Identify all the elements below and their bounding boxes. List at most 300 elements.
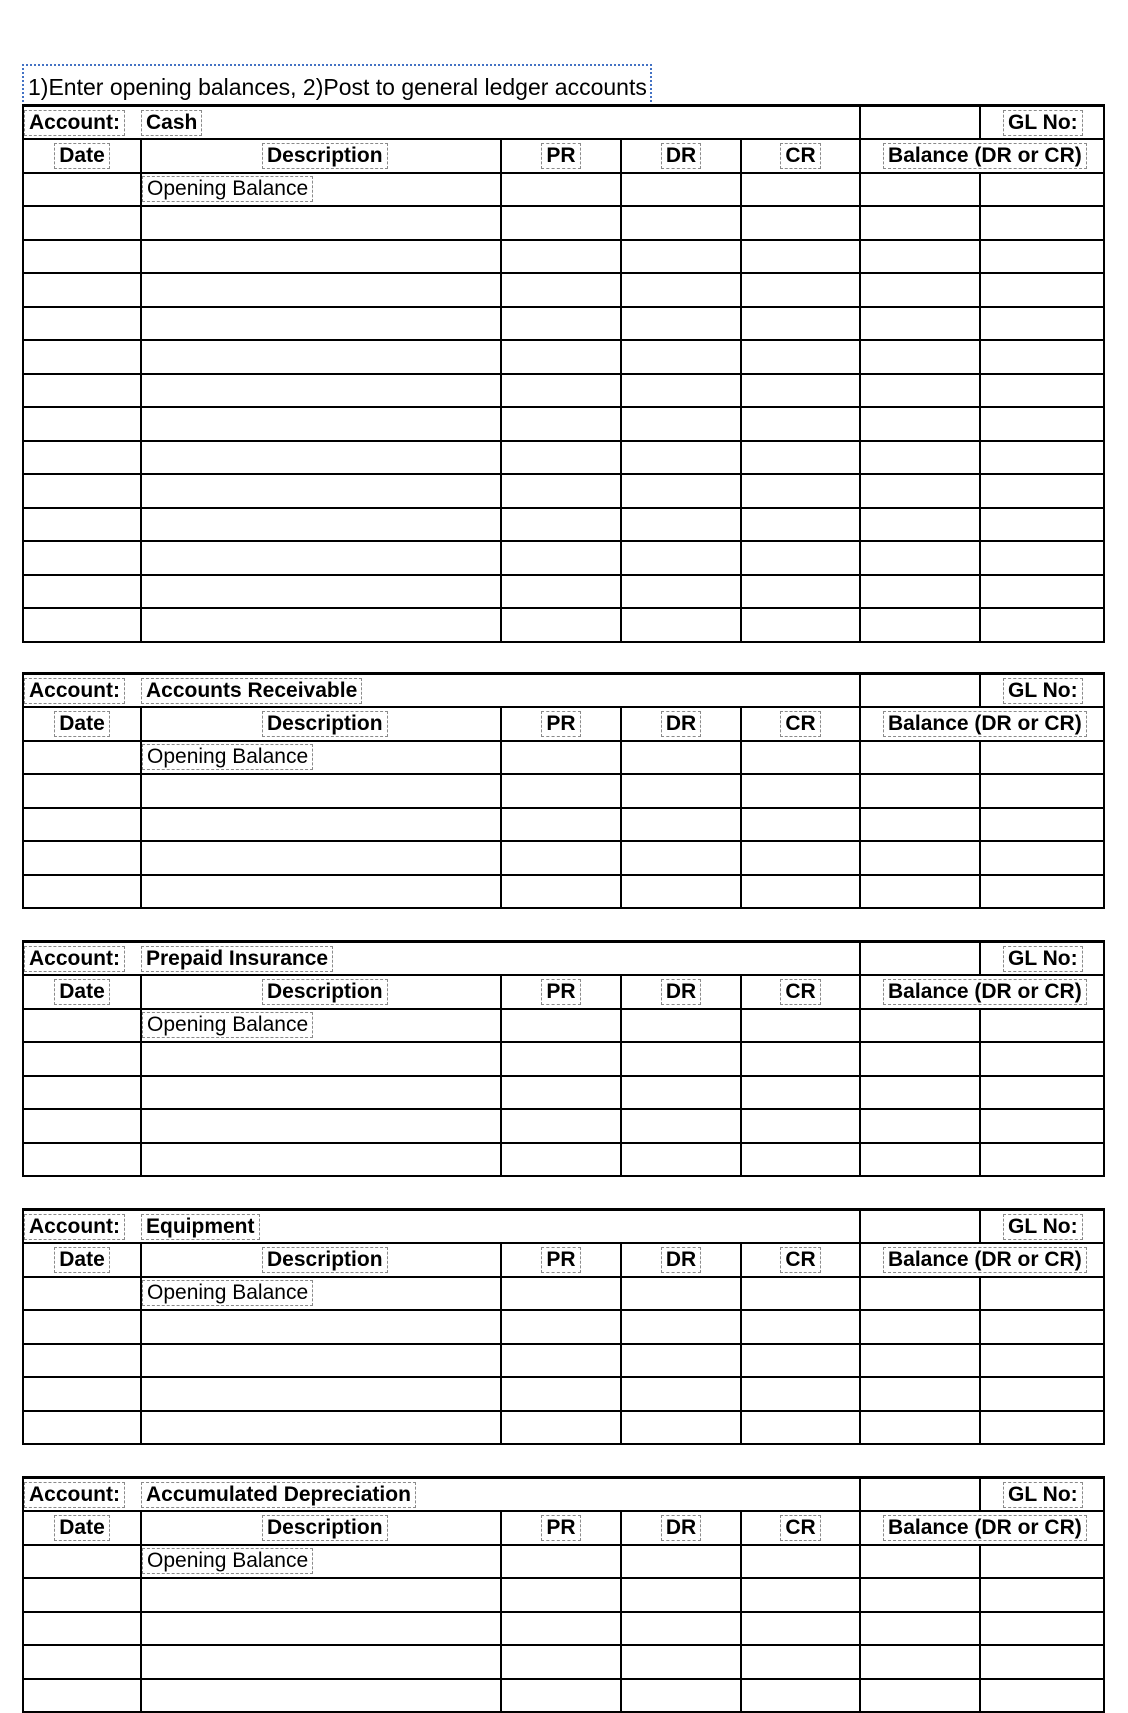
ledger-row: [23, 374, 1104, 408]
date-cell[interactable]: [23, 441, 141, 475]
date-cell[interactable]: [23, 541, 141, 575]
pr-cell[interactable]: [501, 173, 621, 207]
dr-cell[interactable]: [621, 1277, 741, 1311]
ledger-row: [23, 441, 1104, 475]
balance-cr-cell[interactable]: [980, 841, 1104, 875]
balance-dr-cell[interactable]: [860, 508, 980, 542]
balance-header-label: Balance (DR or CR): [883, 143, 1087, 169]
dr-cell[interactable]: [621, 508, 741, 542]
ledger-row: [23, 1578, 1104, 1612]
cr-cell[interactable]: [741, 1679, 860, 1713]
balance-cr-cell[interactable]: [980, 407, 1104, 441]
description-cell[interactable]: [141, 875, 501, 909]
dr-cell[interactable]: [621, 608, 741, 642]
balance-cr-cell[interactable]: [980, 1277, 1104, 1311]
dr-cell[interactable]: [621, 741, 741, 775]
dr-cell[interactable]: [621, 307, 741, 341]
ledger-row: [23, 1645, 1104, 1679]
description-cell[interactable]: [141, 340, 501, 374]
balance-dr-cell[interactable]: [860, 407, 980, 441]
date-cell[interactable]: [23, 1545, 141, 1579]
dr-cell[interactable]: [621, 441, 741, 475]
ledger-row: [23, 1076, 1104, 1110]
description-cell[interactable]: [141, 1578, 501, 1612]
description-cell[interactable]: [141, 1009, 501, 1043]
balance-cr-cell[interactable]: [980, 875, 1104, 909]
description-cell[interactable]: [141, 1645, 501, 1679]
cr-cell[interactable]: [741, 374, 860, 408]
balance-cr-cell[interactable]: [980, 1009, 1104, 1043]
account-label: Account:: [24, 946, 125, 972]
ledger-row: [23, 173, 1104, 207]
cr-cell[interactable]: [741, 1109, 860, 1143]
dr-cell[interactable]: [621, 841, 741, 875]
balance-dr-cell[interactable]: [860, 474, 980, 508]
balance-cr-cell[interactable]: [980, 1042, 1104, 1076]
dr-cell[interactable]: [621, 374, 741, 408]
cr-header: [741, 139, 860, 173]
balance-dr-cell[interactable]: [860, 1042, 980, 1076]
dr-cell[interactable]: [621, 1344, 741, 1378]
account-label: Account:: [24, 1482, 125, 1508]
description-cell[interactable]: [141, 273, 501, 307]
dr-cell[interactable]: [621, 1377, 741, 1411]
description-cell[interactable]: [141, 1143, 501, 1177]
dr-cell[interactable]: [621, 407, 741, 441]
description-cell[interactable]: [141, 508, 501, 542]
date-cell[interactable]: [23, 741, 141, 775]
pr-cell[interactable]: [501, 508, 621, 542]
date-cell[interactable]: [23, 1645, 141, 1679]
pr-cell[interactable]: [501, 841, 621, 875]
pr-cell[interactable]: [501, 240, 621, 274]
pr-cell[interactable]: [501, 206, 621, 240]
pr-cell[interactable]: [501, 1310, 621, 1344]
ledger-row: [23, 808, 1104, 842]
description-cell[interactable]: [141, 808, 501, 842]
cr-header-label: CR: [780, 979, 820, 1005]
date-cell[interactable]: [23, 1344, 141, 1378]
date-cell[interactable]: [23, 841, 141, 875]
balance-dr-cell[interactable]: [860, 1109, 980, 1143]
account-name-cell: [141, 942, 860, 976]
date-cell[interactable]: [23, 240, 141, 274]
account-name: Prepaid Insurance: [141, 946, 333, 972]
gl-no-label: GL No:: [1003, 1214, 1083, 1240]
date-cell[interactable]: [23, 273, 141, 307]
dr-cell[interactable]: [621, 1109, 741, 1143]
dr-cell[interactable]: [621, 1645, 741, 1679]
dr-cell[interactable]: [621, 575, 741, 609]
description-cell[interactable]: [141, 1076, 501, 1110]
pr-cell[interactable]: [501, 1277, 621, 1311]
balance-cr-cell[interactable]: [980, 374, 1104, 408]
dr-cell[interactable]: [621, 1612, 741, 1646]
dr-cell[interactable]: [621, 273, 741, 307]
cr-cell[interactable]: [741, 1578, 860, 1612]
balance-header: [860, 1243, 1104, 1277]
description-cell[interactable]: [141, 608, 501, 642]
balance-dr-cell[interactable]: [860, 575, 980, 609]
cr-cell[interactable]: [741, 508, 860, 542]
description-header: [141, 1511, 501, 1545]
description-cell[interactable]: [141, 741, 501, 775]
balance-dr-cell[interactable]: [860, 1143, 980, 1177]
balance-dr-cell[interactable]: [860, 741, 980, 775]
cr-cell[interactable]: [741, 1310, 860, 1344]
pr-cell[interactable]: [501, 441, 621, 475]
dr-header-label: DR: [661, 1515, 701, 1541]
pr-cell[interactable]: [501, 1578, 621, 1612]
description-header: [141, 975, 501, 1009]
balance-cr-cell[interactable]: [980, 1411, 1104, 1445]
instruction-text: 1)Enter opening balances, 2)Post to general ledger accounts: [22, 64, 652, 106]
balance-dr-cell[interactable]: [860, 1344, 980, 1378]
dr-cell[interactable]: [621, 1578, 741, 1612]
account-name-cell: [141, 674, 860, 708]
balance-cr-cell[interactable]: [980, 474, 1104, 508]
date-cell[interactable]: [23, 1612, 141, 1646]
balance-cr-cell[interactable]: [980, 441, 1104, 475]
dr-cell[interactable]: [621, 474, 741, 508]
description-cell[interactable]: [141, 1344, 501, 1378]
date-cell[interactable]: [23, 374, 141, 408]
balance-dr-cell[interactable]: [860, 1277, 980, 1311]
description-cell[interactable]: [141, 1277, 501, 1311]
description-cell[interactable]: [141, 1377, 501, 1411]
balance-cr-cell[interactable]: [980, 240, 1104, 274]
balance-dr-cell[interactable]: [860, 1679, 980, 1713]
ledger-row: [23, 1377, 1104, 1411]
pr-cell[interactable]: [501, 774, 621, 808]
cr-cell[interactable]: [741, 340, 860, 374]
dr-cell[interactable]: [621, 1310, 741, 1344]
date-cell[interactable]: [23, 1578, 141, 1612]
balance-cr-cell[interactable]: [980, 206, 1104, 240]
description-cell[interactable]: [141, 541, 501, 575]
pr-cell[interactable]: [501, 1545, 621, 1579]
cr-cell[interactable]: [741, 240, 860, 274]
balance-header: [860, 707, 1104, 741]
description-cell[interactable]: [141, 575, 501, 609]
balance-cr-cell[interactable]: [980, 1076, 1104, 1110]
date-cell[interactable]: [23, 575, 141, 609]
cr-cell[interactable]: [741, 541, 860, 575]
balance-dr-cell[interactable]: [860, 608, 980, 642]
pr-cell[interactable]: [501, 407, 621, 441]
ledger-row: [23, 541, 1104, 575]
balance-cr-cell[interactable]: [980, 1344, 1104, 1378]
dr-cell[interactable]: [621, 1009, 741, 1043]
pr-cell[interactable]: [501, 1411, 621, 1445]
pr-cell[interactable]: [501, 1377, 621, 1411]
balance-cr-cell[interactable]: [980, 273, 1104, 307]
balance-cr-cell[interactable]: [980, 340, 1104, 374]
cr-cell[interactable]: [741, 407, 860, 441]
dr-cell[interactable]: [621, 340, 741, 374]
opening-balance-label: Opening Balance: [142, 1012, 313, 1038]
date-cell[interactable]: [23, 1411, 141, 1445]
description-cell[interactable]: [141, 1109, 501, 1143]
cr-cell[interactable]: [741, 1645, 860, 1679]
dr-header-label: DR: [661, 1247, 701, 1273]
dr-header: [621, 1243, 741, 1277]
date-cell[interactable]: [23, 206, 141, 240]
balance-dr-cell[interactable]: [860, 1310, 980, 1344]
pr-cell[interactable]: [501, 1076, 621, 1110]
pr-cell[interactable]: [501, 374, 621, 408]
pr-cell[interactable]: [501, 1612, 621, 1646]
pr-cell[interactable]: [501, 608, 621, 642]
description-header-label: Description: [262, 979, 388, 1005]
balance-cr-cell[interactable]: [980, 741, 1104, 775]
balance-cr-cell[interactable]: [980, 1679, 1104, 1713]
pr-cell[interactable]: [501, 808, 621, 842]
ledger-row: [23, 1679, 1104, 1713]
pr-cell[interactable]: [501, 307, 621, 341]
ledger-row: [23, 1042, 1104, 1076]
balance-dr-cell[interactable]: [860, 374, 980, 408]
balance-dr-cell[interactable]: [860, 1411, 980, 1445]
ledger-row: [23, 774, 1104, 808]
balance-cr-cell[interactable]: [980, 575, 1104, 609]
pr-cell[interactable]: [501, 1042, 621, 1076]
cr-header: [741, 1511, 860, 1545]
date-cell[interactable]: [23, 608, 141, 642]
description-cell[interactable]: [141, 441, 501, 475]
balance-dr-cell[interactable]: [860, 875, 980, 909]
dr-cell[interactable]: [621, 541, 741, 575]
date-cell[interactable]: [23, 407, 141, 441]
cr-cell[interactable]: [741, 474, 860, 508]
dr-header: [621, 975, 741, 1009]
balance-dr-cell[interactable]: [860, 774, 980, 808]
pr-cell[interactable]: [501, 340, 621, 374]
date-cell[interactable]: [23, 1009, 141, 1043]
cr-cell[interactable]: [741, 608, 860, 642]
date-cell[interactable]: [23, 307, 141, 341]
date-cell[interactable]: [23, 1042, 141, 1076]
balance-dr-cell[interactable]: [860, 173, 980, 207]
cr-cell[interactable]: [741, 307, 860, 341]
dr-cell[interactable]: [621, 1679, 741, 1713]
description-cell[interactable]: [141, 240, 501, 274]
dr-header-label: DR: [661, 979, 701, 1005]
balance-dr-cell[interactable]: [860, 206, 980, 240]
balance-header: [860, 139, 1104, 173]
ledger-row: [23, 1277, 1104, 1311]
ledger-row: [23, 741, 1104, 775]
date-cell[interactable]: [23, 340, 141, 374]
dr-cell[interactable]: [621, 1545, 741, 1579]
opening-balance-label: Opening Balance: [142, 1548, 313, 1574]
dr-cell[interactable]: [621, 240, 741, 274]
pr-cell[interactable]: [501, 575, 621, 609]
dr-cell[interactable]: [621, 808, 741, 842]
cr-header: [741, 1243, 860, 1277]
date-header: [23, 1511, 141, 1545]
balance-dr-cell[interactable]: [860, 841, 980, 875]
cr-cell[interactable]: [741, 441, 860, 475]
cr-cell[interactable]: [741, 808, 860, 842]
balance-dr-cell[interactable]: [860, 240, 980, 274]
date-cell[interactable]: [23, 173, 141, 207]
balance-header: [860, 1511, 1104, 1545]
description-cell[interactable]: [141, 206, 501, 240]
description-cell[interactable]: [141, 841, 501, 875]
date-cell[interactable]: [23, 875, 141, 909]
balance-dr-cell[interactable]: [860, 307, 980, 341]
balance-dr-cell[interactable]: [860, 541, 980, 575]
pr-header: [501, 1511, 621, 1545]
pr-cell[interactable]: [501, 1009, 621, 1043]
cr-cell[interactable]: [741, 273, 860, 307]
balance-dr-cell[interactable]: [860, 273, 980, 307]
balance-cr-cell[interactable]: [980, 307, 1104, 341]
cr-cell[interactable]: [741, 1009, 860, 1043]
dr-cell[interactable]: [621, 774, 741, 808]
opening-balance-label: Opening Balance: [142, 176, 313, 202]
cr-header: [741, 975, 860, 1009]
ledger-row: [23, 1612, 1104, 1646]
ledger-row: [23, 340, 1104, 374]
balance-dr-cell[interactable]: [860, 1545, 980, 1579]
ledger-row: [23, 307, 1104, 341]
cr-cell[interactable]: [741, 206, 860, 240]
dr-cell[interactable]: [621, 173, 741, 207]
description-cell[interactable]: [141, 474, 501, 508]
balance-cr-cell[interactable]: [980, 608, 1104, 642]
description-cell[interactable]: [141, 374, 501, 408]
account-label: Account:: [24, 678, 125, 704]
balance-dr-cell[interactable]: [860, 441, 980, 475]
balance-cr-cell[interactable]: [980, 1612, 1104, 1646]
date-header-label: Date: [54, 1247, 110, 1273]
pr-cell[interactable]: [501, 1143, 621, 1177]
balance-dr-cell[interactable]: [860, 1009, 980, 1043]
description-cell[interactable]: [141, 1042, 501, 1076]
cr-cell[interactable]: [741, 1277, 860, 1311]
balance-dr-cell[interactable]: [860, 1645, 980, 1679]
pr-header-label: PR: [541, 1247, 580, 1273]
pr-cell[interactable]: [501, 1344, 621, 1378]
pr-cell[interactable]: [501, 474, 621, 508]
description-cell[interactable]: [141, 1411, 501, 1445]
pr-cell[interactable]: [501, 741, 621, 775]
date-cell[interactable]: [23, 1076, 141, 1110]
cr-cell[interactable]: [741, 774, 860, 808]
pr-header: [501, 975, 621, 1009]
cr-cell[interactable]: [741, 741, 860, 775]
pr-cell[interactable]: [501, 273, 621, 307]
date-cell[interactable]: [23, 508, 141, 542]
gl-no-cell: [980, 1478, 1104, 1512]
balance-dr-cell[interactable]: [860, 1377, 980, 1411]
cr-cell[interactable]: [741, 1076, 860, 1110]
cr-cell[interactable]: [741, 841, 860, 875]
description-cell[interactable]: [141, 407, 501, 441]
balance-cr-cell[interactable]: [980, 1310, 1104, 1344]
pr-cell[interactable]: [501, 1645, 621, 1679]
cr-cell[interactable]: [741, 1377, 860, 1411]
cr-cell[interactable]: [741, 1545, 860, 1579]
dr-cell[interactable]: [621, 1143, 741, 1177]
date-cell[interactable]: [23, 1310, 141, 1344]
balance-cr-cell[interactable]: [980, 1143, 1104, 1177]
balance-cr-cell[interactable]: [980, 1377, 1104, 1411]
dr-cell[interactable]: [621, 1076, 741, 1110]
balance-dr-cell[interactable]: [860, 1076, 980, 1110]
description-cell[interactable]: [141, 307, 501, 341]
balance-cr-cell[interactable]: [980, 508, 1104, 542]
balance-cr-cell[interactable]: [980, 1578, 1104, 1612]
date-cell[interactable]: [23, 1109, 141, 1143]
balance-cr-cell[interactable]: [980, 1645, 1104, 1679]
ledger-row: [23, 240, 1104, 274]
date-cell[interactable]: [23, 1277, 141, 1311]
description-header: [141, 1243, 501, 1277]
cr-cell[interactable]: [741, 1042, 860, 1076]
cr-cell[interactable]: [741, 1411, 860, 1445]
balance-dr-cell[interactable]: [860, 1578, 980, 1612]
balance-cr-cell[interactable]: [980, 774, 1104, 808]
balance-dr-cell[interactable]: [860, 808, 980, 842]
cr-cell[interactable]: [741, 1143, 860, 1177]
cr-cell[interactable]: [741, 1344, 860, 1378]
dr-header-label: DR: [661, 143, 701, 169]
cr-cell[interactable]: [741, 875, 860, 909]
balance-cr-cell[interactable]: [980, 808, 1104, 842]
description-cell[interactable]: [141, 774, 501, 808]
description-cell[interactable]: [141, 173, 501, 207]
description-cell[interactable]: [141, 1310, 501, 1344]
cr-cell[interactable]: [741, 575, 860, 609]
description-cell[interactable]: [141, 1612, 501, 1646]
pr-cell[interactable]: [501, 541, 621, 575]
account-name: Accounts Receivable: [141, 678, 362, 704]
date-cell[interactable]: [23, 1679, 141, 1713]
date-cell[interactable]: [23, 1143, 141, 1177]
cr-cell[interactable]: [741, 1612, 860, 1646]
balance-cr-cell[interactable]: [980, 1545, 1104, 1579]
account-label-cell: [23, 1210, 141, 1244]
cr-cell[interactable]: [741, 173, 860, 207]
pr-cell[interactable]: [501, 1679, 621, 1713]
date-cell[interactable]: [23, 1377, 141, 1411]
ledger-row: [23, 1310, 1104, 1344]
pr-cell[interactable]: [501, 1109, 621, 1143]
description-cell[interactable]: [141, 1545, 501, 1579]
date-cell[interactable]: [23, 808, 141, 842]
balance-cr-cell[interactable]: [980, 173, 1104, 207]
date-cell[interactable]: [23, 474, 141, 508]
balance-cr-cell[interactable]: [980, 1109, 1104, 1143]
cr-header-label: CR: [780, 711, 820, 737]
dr-cell[interactable]: [621, 1411, 741, 1445]
dr-cell[interactable]: [621, 206, 741, 240]
balance-dr-cell[interactable]: [860, 340, 980, 374]
pr-cell[interactable]: [501, 875, 621, 909]
dr-cell[interactable]: [621, 875, 741, 909]
date-cell[interactable]: [23, 774, 141, 808]
balance-dr-cell[interactable]: [860, 1612, 980, 1646]
dr-cell[interactable]: [621, 1042, 741, 1076]
description-cell[interactable]: [141, 1679, 501, 1713]
balance-cr-cell[interactable]: [980, 541, 1104, 575]
pr-header-label: PR: [541, 1515, 580, 1541]
opening-balance-label: Opening Balance: [142, 1280, 313, 1306]
description-header-label: Description: [262, 1247, 388, 1273]
